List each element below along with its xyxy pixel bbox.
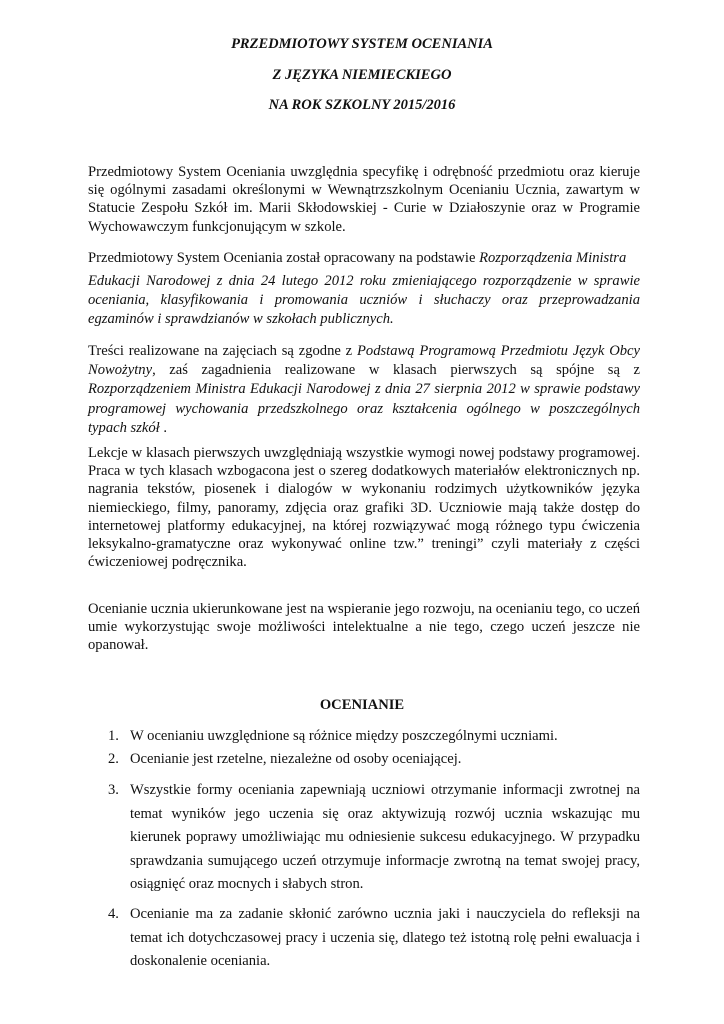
legal-basis-lead: Przedmiotowy System Oceniania został opracowany na podstawie xyxy=(88,250,480,266)
legal-basis-paragraph xyxy=(88,249,640,329)
curriculum-text-c: , zaś zagadnienia realizowane w klasach pierwszych są spójne są z xyxy=(152,362,640,379)
intro-paragraph: Przedmiotowy System Oceniania uwzględnia specyfikę i odrębność przedmiotu oraz kieruje się ogólnymi zasadami określonymi w Wewnątrzszkolnym Ocenianiu Ucznia, zawartym w Statucie Zespołu Szkół im. Marii Skłodowskiej - Curie w Działoszynie oraz w Programie Wychowawczym funkcjonującym w szkole. xyxy=(88,164,640,235)
list-item-text: Ocenianie jest rzetelne, niezależne od osoby oceniającej. xyxy=(130,751,462,767)
list-item xyxy=(88,903,640,974)
list-item-text: Ocenianie ma za zadanie skłonić zarówno ucznia jaki i nauczyciela do refleksji na temat ich dotychczasowej pracy i uczenia się, dlatego też istotną rolę pełni ewaluacja i doskonalenie oceniania. xyxy=(130,905,640,970)
list-item-number: 4. xyxy=(108,905,119,922)
list-item-number: 3. xyxy=(108,782,119,798)
curriculum-regulation-title: Rozporządzeniem Ministra Edukacji Narodowej z dnia 27 sierpnia 2012 w sprawie podstawy programowej wychowania przedszkolnego oraz kształcenia ogólnego w poszczególnych typach szkół xyxy=(88,381,640,436)
curriculum-basis-title: Podstawą Programową Przedmiotu Język Obcy Nowożytny xyxy=(88,343,640,379)
section-title-ocenianie: OCENIANIE xyxy=(319,697,405,713)
assessment-rules-list xyxy=(88,727,640,974)
list-item-text: Wszystkie formy oceniania zapewniają uczniowi otrzymanie informacji zwrotnej na temat wyników jego uczenia się oraz aktywizują rozwój ucznia wskazując mu kierunek poprawy umożliwiając mu odniesienie sukcesu edukacyjnego. W przypadku sprawdzania sumującego uczeń otrzymuje informacje zwrotną na temat swojej pracy, osiągnięć oraz mocnych i słabych stron. xyxy=(130,782,640,893)
list-item-text: W ocenianiu uwzględnione są różnice między poszczególnymi uczniami. xyxy=(130,728,558,744)
regulation-title-start: Rozporządzenia Ministra xyxy=(479,250,627,266)
first-classes-paragraph: Lekcje w klasach pierwszych uwzględniają wszystkie wymogi nowej podstawy programowej. Praca w tych klasach wzbogacona jest o szereg dodatkowych materiałów elektronicznych np. nagrania tekstów, piosenek i dialogów w wykonaniu rodzimych użytkowników języka niemieckiego, filmy, panoramy, zdjęcia oraz grafiki 3D. Uczniowie mają także dostęp do internetowej platformy edukacyjnej, na której rozwiązywać mogą różnego typu ćwiczenia leksykalno-gramatyczne oraz wykonywać online tzw.” treningi” czyli materiały z części ćwiczeniowej podręcznika. xyxy=(88,445,640,571)
curriculum-paragraph xyxy=(88,342,640,438)
document-subtitle-language: Z JĘZYKA NIEMIECKIEGO xyxy=(272,67,452,83)
document-title: PRZEDMIOTOWY SYSTEM OCENIANIA xyxy=(231,36,493,52)
list-item xyxy=(88,727,640,745)
assessment-focus-paragraph: Ocenianie ucznia ukierunkowane jest na wspieranie jego rozwoju, na ocenianiu tego, co uczeń umie wykorzystując swoje możliwości intelektualne a nie tego, czego uczeń jeszcze nie opanował. xyxy=(88,601,640,654)
regulation-title-rest: Edukacji Narodowej z dnia 24 lutego 2012 roku zmieniającego rozporządzenie w sprawie oceniania, klasyfikowania i promowania uczniów i słuchaczy oraz przeprowadzania egzaminów i sprawdzianów w szkołach publicznych. xyxy=(88,273,640,327)
curriculum-text-e: . xyxy=(159,419,168,436)
list-item xyxy=(88,779,640,897)
list-item-number: 1. xyxy=(108,728,119,744)
legal-basis-first-line xyxy=(88,249,640,267)
curriculum-text-a: Treści realizowane na zajęciach są zgodne z xyxy=(88,343,357,359)
list-item xyxy=(88,750,640,768)
list-item-number: 2. xyxy=(108,751,119,767)
document-subtitle-year: NA ROK SZKOLNY 2015/2016 xyxy=(268,97,456,113)
